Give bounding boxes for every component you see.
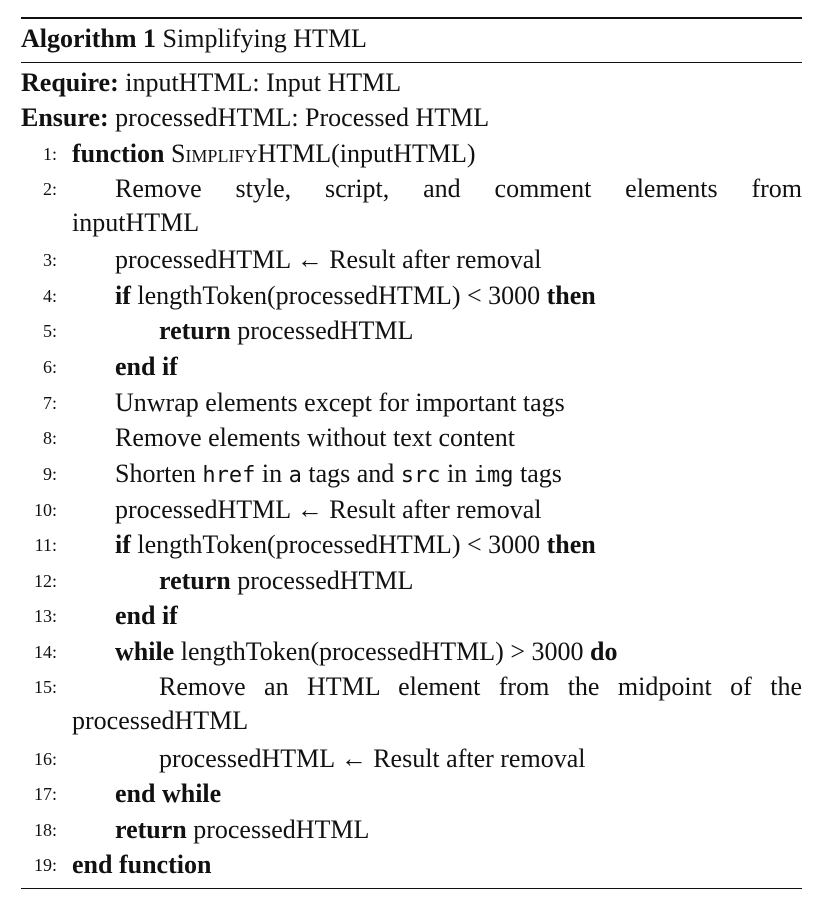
algo-line-18	[21, 813, 802, 847]
line-number: 1:	[42, 144, 57, 164]
algo-line-13	[21, 599, 802, 633]
line-content	[72, 137, 802, 171]
line-content	[115, 813, 802, 847]
condition: lengthToken(processedHTML) > 3000	[180, 637, 584, 666]
keyword-if: if	[115, 530, 131, 559]
line-content: processedHTML ← Result after removal	[159, 744, 586, 773]
line-number: 9:	[42, 464, 57, 484]
keyword-if: if	[115, 281, 131, 310]
line-text-continued: processedHTML	[72, 706, 249, 735]
line-number: 15:	[33, 677, 57, 697]
line-text: in	[447, 459, 468, 488]
algo-line-8	[21, 421, 802, 455]
code-href: href	[202, 463, 256, 488]
line-content	[159, 564, 802, 598]
line-content: Unwrap elements except for important tags	[115, 388, 565, 417]
line-content	[72, 670, 802, 738]
ensure-text: processedHTML: Processed HTML	[115, 103, 490, 132]
line-number: 12:	[33, 571, 57, 591]
line-number: 4:	[42, 286, 57, 306]
return-value: processedHTML	[237, 316, 414, 345]
bottom-rule	[21, 888, 802, 889]
keyword-end-function: end function	[72, 850, 212, 879]
algo-line-10	[21, 493, 802, 527]
line-text: in	[261, 459, 283, 488]
procedure-name: Simplify	[170, 139, 258, 168]
keyword-then: then	[546, 281, 596, 310]
line-number: 5:	[42, 321, 57, 341]
keyword-return: return	[159, 566, 231, 595]
line-text-continued: inputHTML	[72, 208, 200, 237]
line-number: 10:	[33, 500, 57, 520]
algo-line-7	[21, 386, 802, 420]
code-a: a	[288, 463, 302, 488]
keyword-return: return	[159, 316, 231, 345]
line-number: 18:	[33, 820, 57, 840]
line-content	[115, 777, 802, 811]
algo-line-9	[21, 457, 802, 491]
line-number: 6:	[42, 357, 57, 377]
line-number: 8:	[42, 428, 57, 448]
keyword-do: do	[589, 637, 618, 666]
ensure-line	[21, 101, 802, 135]
keyword-then: then	[546, 530, 596, 559]
require-line	[21, 66, 802, 100]
line-number: 13:	[33, 606, 57, 626]
keyword-end-if: end if	[115, 601, 178, 630]
keyword-end-if: end if	[115, 352, 178, 381]
line-number: 17:	[33, 784, 57, 804]
line-number: 7:	[42, 393, 57, 413]
caption-title: Simplifying HTML	[162, 24, 367, 53]
keyword-while: while	[115, 637, 175, 666]
code-img: img	[473, 463, 514, 488]
caption-label: Algorithm 1	[21, 24, 157, 53]
line-content	[115, 635, 802, 669]
condition: lengthToken(processedHTML) < 3000	[137, 530, 541, 559]
line-text: Remove an HTML element from the midpoint of the	[159, 672, 802, 701]
algo-line-12	[21, 564, 802, 598]
algo-line-14	[21, 635, 802, 669]
algo-line-19	[21, 848, 802, 882]
line-content	[115, 350, 802, 384]
procedure-args: HTML(inputHTML)	[257, 139, 476, 168]
line-content	[115, 279, 802, 313]
line-number: 14:	[33, 642, 57, 662]
algorithm-caption	[21, 22, 367, 56]
line-content: Remove elements without text content	[115, 423, 516, 452]
algo-line-6	[21, 350, 802, 384]
line-text: tags	[520, 459, 562, 488]
algo-line-15	[21, 670, 802, 740]
line-number: 11:	[34, 535, 57, 555]
algo-line-2	[21, 172, 802, 242]
code-src: src	[400, 463, 441, 488]
line-text: tags and	[308, 459, 395, 488]
line-number: 3:	[42, 250, 57, 270]
line-content	[115, 457, 802, 493]
return-value: processedHTML	[237, 566, 414, 595]
algo-line-5	[21, 314, 802, 348]
return-value: processedHTML	[193, 815, 370, 844]
algo-line-4	[21, 279, 802, 313]
line-content	[115, 528, 802, 562]
condition: lengthToken(processedHTML) < 3000	[137, 281, 541, 310]
algo-line-11	[21, 528, 802, 562]
line-number: 16:	[33, 749, 57, 769]
line-content	[72, 172, 802, 240]
line-text: Remove style, script, and comment elements from	[115, 174, 802, 203]
line-text: Shorten	[115, 459, 196, 488]
caption-rule	[21, 62, 802, 63]
line-content: processedHTML ← Result after removal	[115, 245, 542, 274]
line-number: 19:	[33, 855, 57, 875]
keyword-function: function	[72, 139, 165, 168]
line-number: 2:	[42, 179, 57, 199]
line-content: processedHTML ← Result after removal	[115, 495, 542, 524]
line-content	[159, 314, 802, 348]
top-rule	[21, 17, 802, 19]
algorithm-block	[21, 17, 802, 889]
require-text: inputHTML: Input HTML	[125, 68, 402, 97]
keyword-return: return	[115, 815, 187, 844]
line-content	[115, 599, 802, 633]
algo-line-3	[21, 243, 802, 277]
line-content	[72, 848, 802, 882]
keyword-end-while: end while	[115, 779, 222, 808]
algo-line-1	[21, 137, 802, 171]
algo-line-16	[21, 742, 802, 776]
algo-line-17	[21, 777, 802, 811]
ensure-keyword: Ensure:	[21, 103, 109, 132]
require-keyword: Require:	[21, 68, 119, 97]
